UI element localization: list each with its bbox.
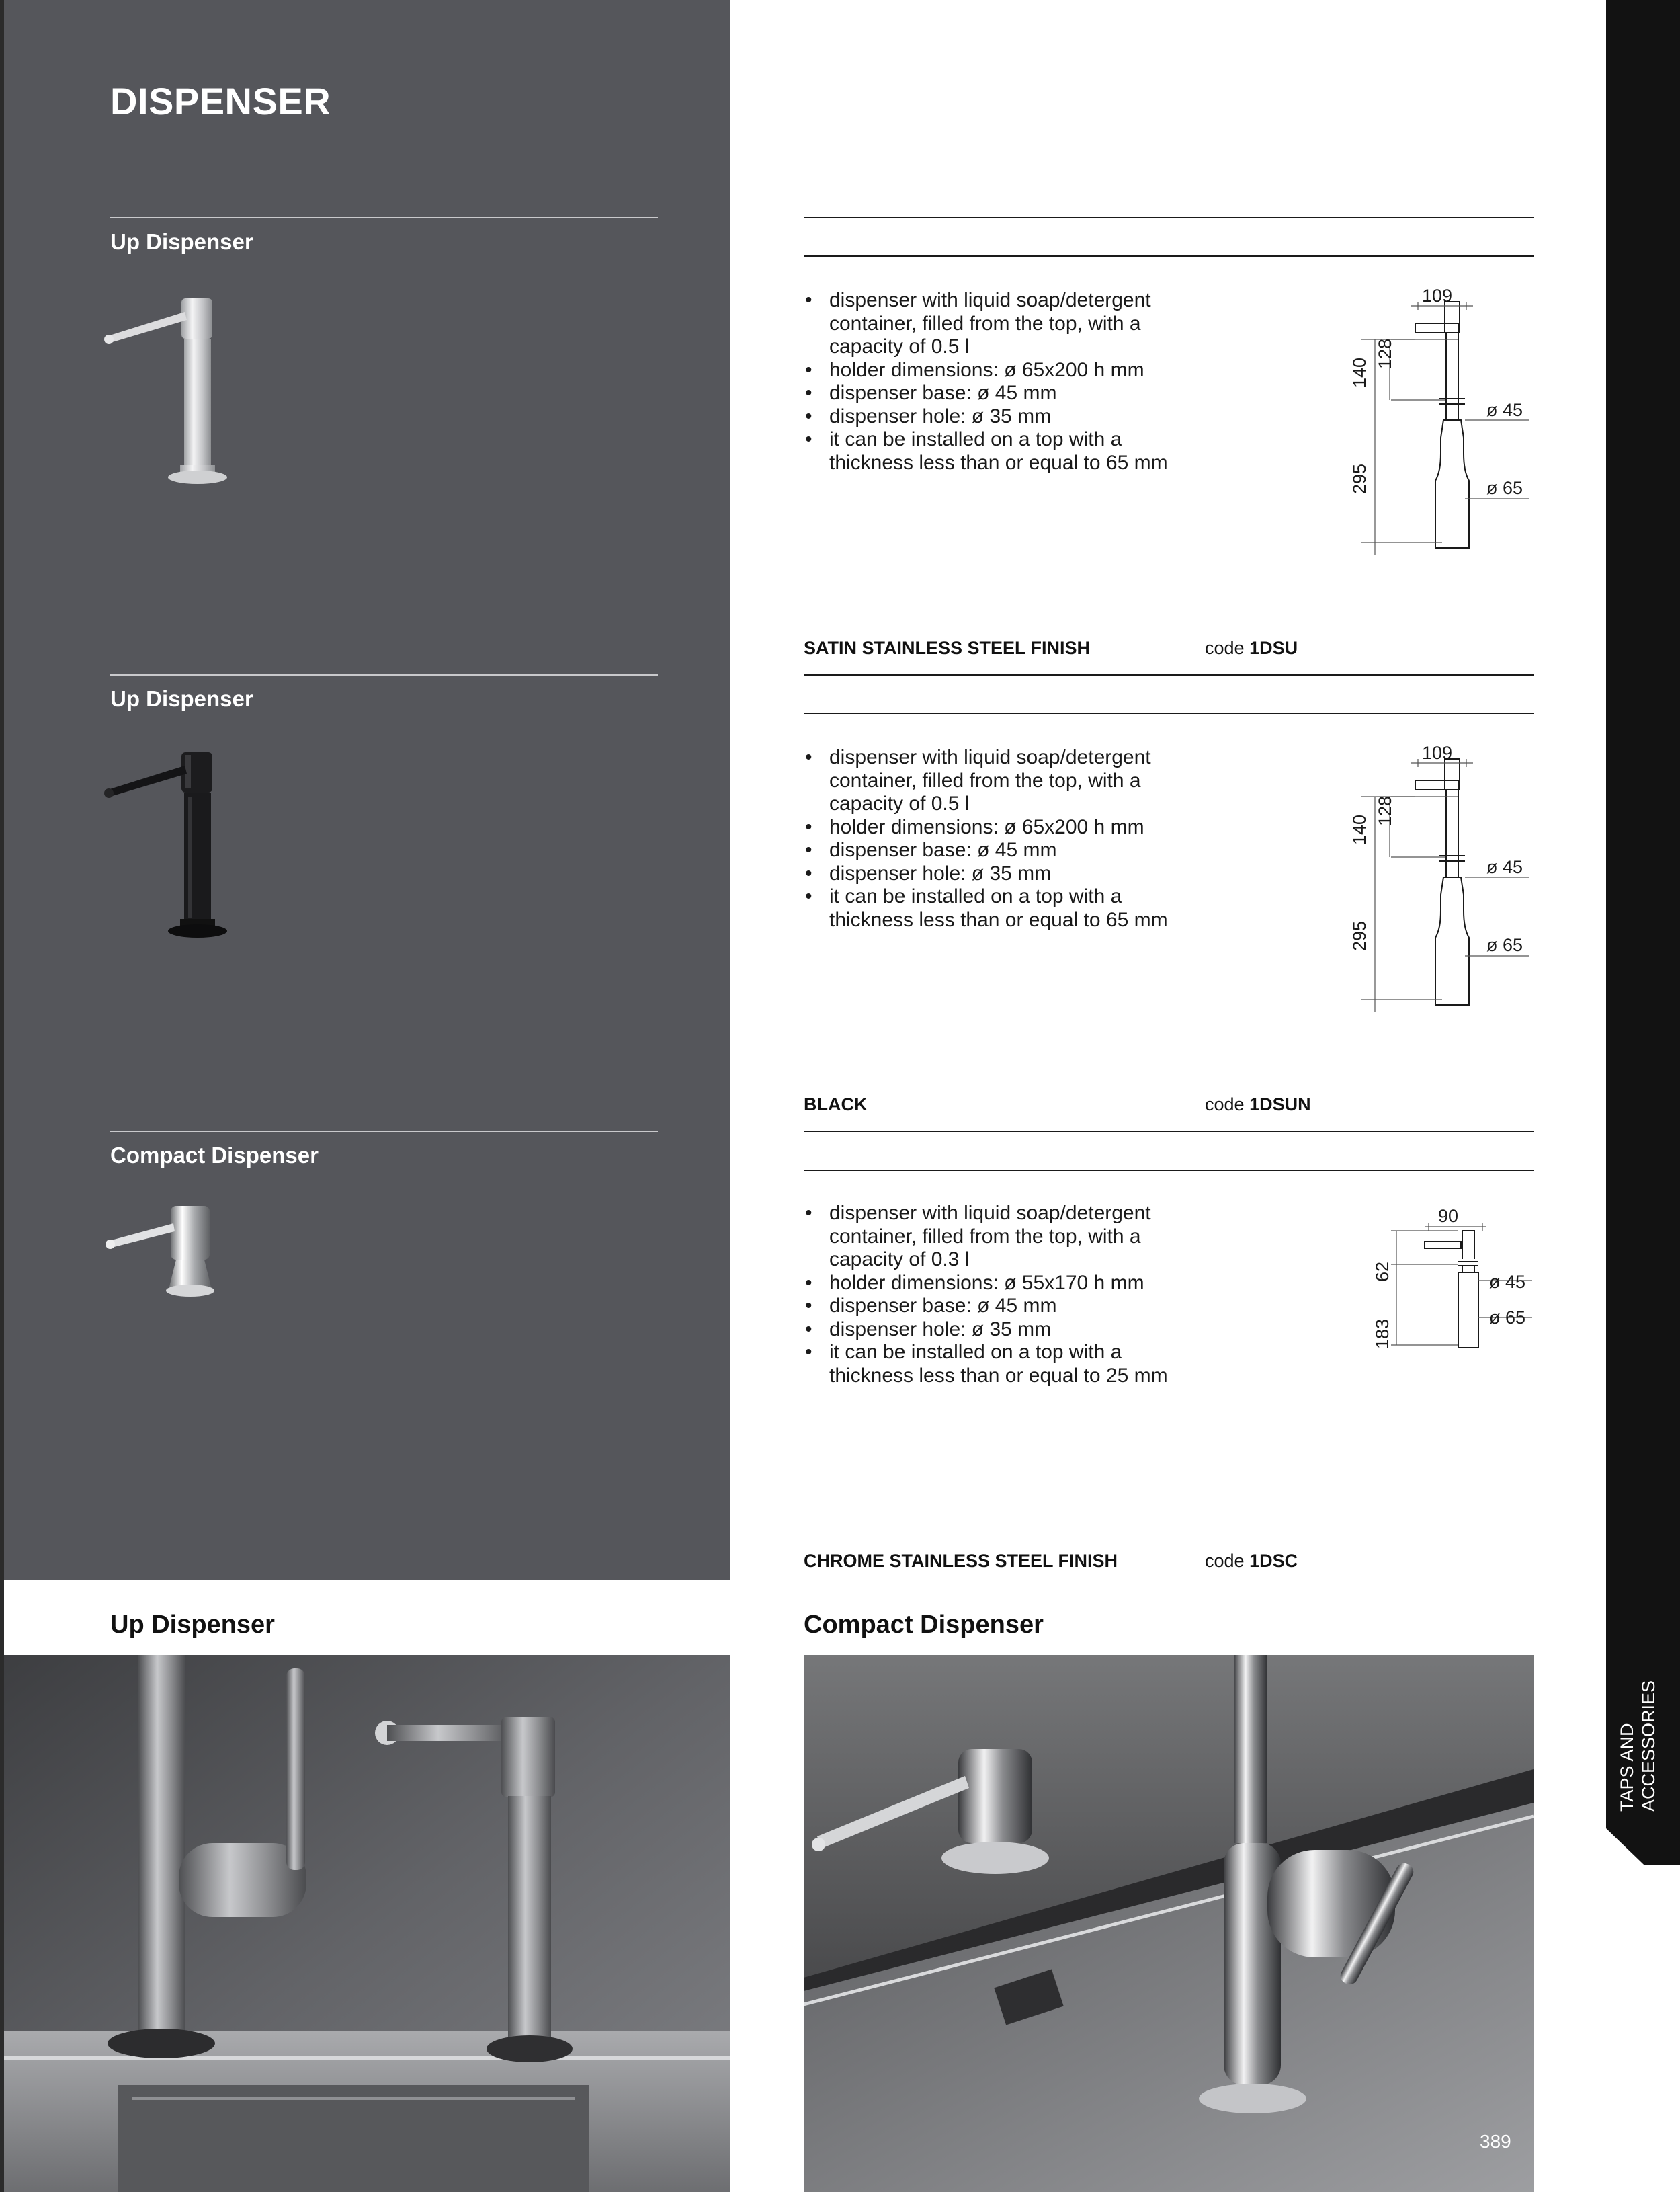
finish-label: CHROME STAINLESS STEEL FINISH	[804, 1551, 1118, 1571]
dim-width: 109	[1422, 286, 1453, 306]
section-rule-bottom	[804, 713, 1534, 714]
dim-h3: 295	[1349, 920, 1370, 951]
page-number: 389	[1480, 2131, 1511, 2152]
feature-item: • dispenser with liquid soap/detergent container, filled from the top, with a capacity of 0.5 l	[805, 746, 1151, 815]
feature-item: • dispenser base: ø 45 mm	[805, 839, 1057, 861]
feature-item: • dispenser hole: ø 35 mm	[805, 1317, 1052, 1340]
feature-list	[804, 289, 1180, 475]
section-rule	[110, 674, 658, 676]
feature-item: • holder dimensions: ø 55x170 h mm	[805, 1271, 1144, 1294]
product-code: code 1DSUN	[1205, 1094, 1311, 1114]
feature-item: • dispenser with liquid soap/detergent container, filled from the top, with a capacity of 0.5 l	[805, 289, 1151, 358]
dim-d1: ø 45	[1489, 1272, 1526, 1292]
compact-dispenser-lifestyle-photo	[804, 1655, 1534, 2192]
dim-d1: ø 45	[1486, 857, 1523, 877]
section-rule-top	[804, 674, 1534, 676]
up-dispenser-black-image	[101, 743, 255, 944]
dim-d2: ø 65	[1486, 935, 1523, 955]
feature-item: • it can be installed on a top with a thickness less than or equal to 25 mm	[805, 1341, 1168, 1387]
side-tab	[1606, 0, 1680, 1865]
finish-label: BLACK	[804, 1094, 868, 1114]
feature-item: • it can be installed on a top with a thickness less than or equal to 65 mm	[805, 885, 1168, 931]
section-rule-top	[804, 1131, 1534, 1132]
section-rule-bottom	[804, 255, 1534, 257]
dim-width: 109	[1422, 743, 1453, 763]
compact-dispenser-image	[101, 1196, 255, 1311]
dim-h2: 128	[1375, 795, 1395, 826]
dim-h1: 62	[1372, 1261, 1392, 1282]
feature-item: • dispenser hole: ø 35 mm	[805, 862, 1052, 885]
dim-h3: 295	[1349, 463, 1370, 494]
dim-h2: 128	[1375, 338, 1395, 369]
bottom-left-title: Up Dispenser	[110, 1611, 275, 1639]
dim-width: 90	[1438, 1206, 1459, 1226]
section-rule	[110, 217, 658, 218]
section-rule	[110, 1131, 658, 1132]
feature-item: • dispenser hole: ø 35 mm	[805, 405, 1052, 428]
product-code: code 1DSC	[1205, 1551, 1298, 1571]
dim-d2: ø 65	[1489, 1307, 1526, 1328]
technical-drawing	[1337, 743, 1539, 1012]
feature-item: • dispenser base: ø 45 mm	[805, 1295, 1057, 1317]
feature-item: • dispenser with liquid soap/detergent container, filled from the top, with a capacity of 0.3 l	[805, 1202, 1151, 1270]
technical-drawing	[1364, 1200, 1539, 1388]
feature-item: • dispenser base: ø 45 mm	[805, 382, 1057, 404]
bottom-right-title: Compact Dispenser	[804, 1611, 1044, 1639]
feature-item: • holder dimensions: ø 65x200 h mm	[805, 358, 1144, 381]
dim-d1: ø 45	[1486, 400, 1523, 420]
feature-item: • it can be installed on a top with a thickness less than or equal to 65 mm	[805, 428, 1168, 474]
feature-list	[804, 1202, 1180, 1387]
technical-drawing	[1337, 286, 1539, 555]
up-dispenser-lifestyle-photo	[4, 1655, 730, 2192]
dim-h1: 140	[1349, 357, 1370, 388]
side-tab-label: TAPS AND ACCESSORIES	[1617, 1680, 1658, 1812]
feature-item: • holder dimensions: ø 65x200 h mm	[805, 815, 1144, 838]
feature-list	[804, 746, 1180, 932]
page-title: DISPENSER	[110, 80, 331, 122]
finish-label: SATIN STAINLESS STEEL FINISH	[804, 638, 1091, 658]
section-rule-bottom	[804, 1170, 1534, 1171]
section-name: Up Dispenser	[110, 686, 253, 711]
product-code: code 1DSU	[1205, 638, 1298, 658]
section-name: Up Dispenser	[110, 229, 253, 254]
up-dispenser-satin-image	[101, 289, 255, 491]
dim-d2: ø 65	[1486, 478, 1523, 498]
dim-h1: 140	[1349, 814, 1370, 845]
section-rule-top	[804, 217, 1534, 218]
section-name: Compact Dispenser	[110, 1143, 319, 1168]
dim-h2: 183	[1372, 1318, 1392, 1349]
